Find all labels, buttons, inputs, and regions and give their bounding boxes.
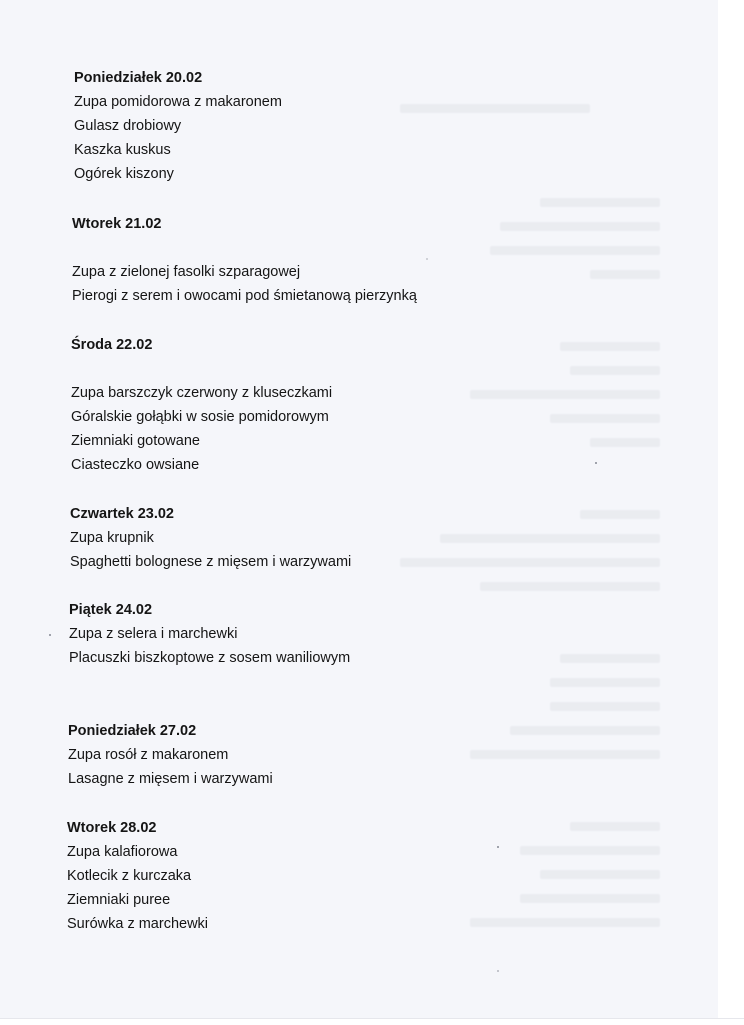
day-monday-27 [68, 719, 273, 791]
dish-item: Zupa krupnik [70, 530, 154, 546]
day-heading: Piątek 24.02 [69, 602, 153, 618]
dish-item: Góralskie gołąbki w sosie pomidorowym [71, 409, 329, 425]
day-heading: Wtorek 28.02 [67, 820, 157, 836]
day-heading: Czwartek 23.02 [70, 506, 174, 522]
scan-speck [49, 634, 51, 636]
scan-speck [497, 970, 499, 972]
dish-item: Placuszki biszkoptowe z sosem waniliowym [69, 650, 351, 666]
dish-item: Spaghetti bolognese z mięsem i warzywami [70, 554, 352, 570]
dish-item: Gulasz drobiowy [74, 118, 182, 134]
day-wednesday-22 [71, 333, 332, 477]
scan-margin-right [718, 0, 744, 1024]
dish-item: Zupa pomidorowa z makaronem [74, 94, 282, 110]
dish-item: Zupa z zielonej fasolki szparagowej [72, 264, 301, 280]
dish-item: Zupa kalafiorowa [67, 844, 178, 860]
day-heading: Wtorek 21.02 [72, 216, 162, 232]
day-thursday-23 [70, 502, 351, 574]
dish-item: Ciasteczko owsiane [71, 457, 200, 473]
dish-item: Surówka z marchewki [67, 916, 209, 932]
scan-speck [595, 462, 597, 464]
dish-item: Kotlecik z kurczaka [67, 868, 192, 884]
dish-item: Ziemniaki puree [67, 892, 171, 908]
dish-item: Kaszka kuskus [74, 142, 171, 158]
day-monday-20 [74, 66, 282, 186]
day-tuesday-21 [72, 212, 417, 308]
dish-item: Zupa z selera i marchewki [69, 626, 238, 642]
day-tuesday-28 [67, 816, 208, 936]
day-heading: Poniedziałek 27.02 [68, 723, 197, 739]
dish-item: Lasagne z mięsem i warzywami [68, 771, 273, 787]
scan-speck [497, 846, 499, 848]
dish-item: Ogórek kiszony [74, 166, 174, 182]
dish-item: Ziemniaki gotowane [71, 433, 200, 449]
day-heading: Poniedziałek 20.02 [74, 70, 203, 86]
day-heading: Środa 22.02 [71, 337, 153, 353]
dish-item: Zupa rosół z makaronem [68, 747, 229, 763]
dish-item: Pierogi z serem i owocami pod śmietanową pierzynką [72, 288, 417, 304]
day-friday-24 [69, 598, 350, 670]
dish-item: Zupa barszczyk czerwony z kluseczkami [71, 385, 333, 401]
scan-speck [426, 258, 428, 260]
